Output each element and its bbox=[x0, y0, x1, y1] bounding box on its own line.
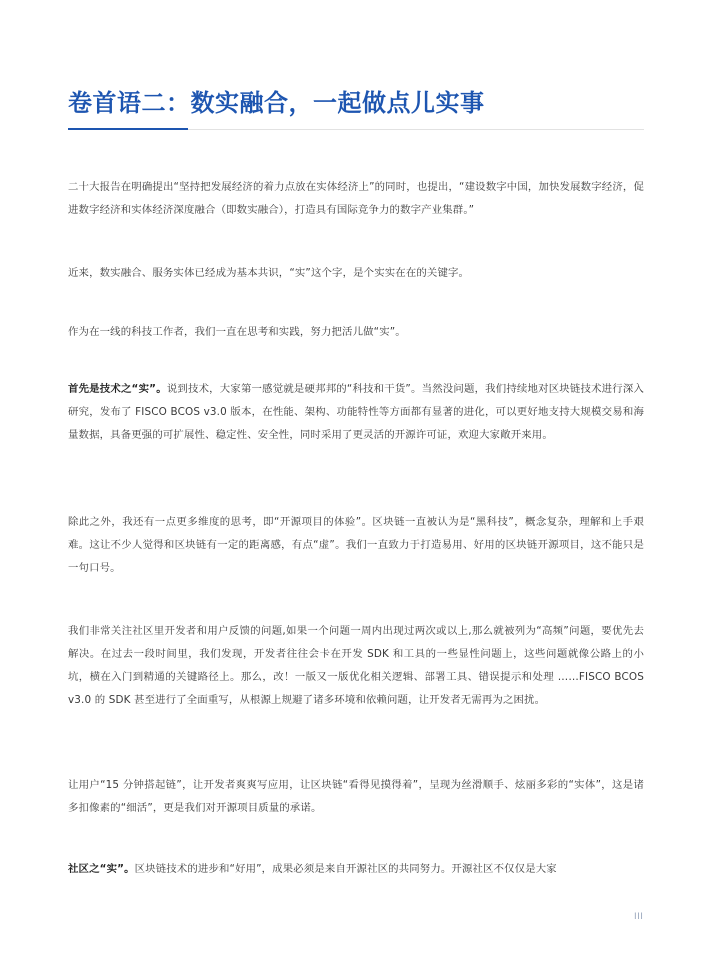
paragraph-1 bbox=[68, 176, 644, 222]
paragraph-6 bbox=[68, 620, 644, 712]
paragraph-text: 二十大报告在明确提出“坚持把发展经济的着力点放在实体经济上”的同时，也提出，“建设数字中国，加快发展数字经济，促进数字经济和实体经济深度融合（即数实融合），打造具有国际竞争力的数字产业集群。” bbox=[68, 181, 644, 216]
page-title: 卷首语二：数实融合，一起做点儿实事 bbox=[68, 89, 485, 117]
paragraph-text: 除此之外，我还有一点更多维度的思考，即“开源项目的体验”。区块链一直被认为是“黑科技”，概念复杂，理解和上手艰难。这让不少人觉得和区块链有一定的距离感，有点“虚”。我们一直致力于打造易用、好用的区块链开源项目，这不能只是一句口号。 bbox=[68, 516, 644, 574]
paragraph-2 bbox=[68, 262, 644, 285]
paragraph-text: 说到技术，大家第一感觉就是硬邦邦的“科技和干货”。当然没问题，我们持续地对区块链技术进行深入研究，发布了 FISCO BCOS v3.0 版本，在性能、架构、功能特性等方面都有显著的进化，可以更好地支持大规模交易和海量数据，具备更强的可扩展性、稳定性、安全性，同时采用了更灵活的开源许可证，欢迎大家敞开来用。 bbox=[68, 383, 644, 441]
paragraph-4 bbox=[68, 378, 644, 447]
paragraph-text: 近来，数实融合、服务实体已经成为基本共识，“实”这个字，是个实实在在的关键字。 bbox=[68, 267, 470, 279]
paragraph-text: 让用户“15 分钟搭起链”，让开发者爽爽写应用，让区块链“看得见摸得着”，呈现为丝滑顺手、炫丽多彩的“实体”，这是诸多扣像素的“细活”，更是我们对开源项目质量的承诺。 bbox=[68, 779, 644, 814]
paragraph-7 bbox=[68, 774, 644, 820]
paragraph-lead: 社区之“实”。 bbox=[68, 863, 135, 875]
paragraph-text: 我们非常关注社区里开发者和用户反馈的问题,如果一个问题一周内出现过两次或以上,那么就被列为“高频”问题，要优先去解决。在过去一段时间里，我们发现，开发者往往会卡在开发 SDK 和工具的一些显性问题上，这些问题就像公路上的小坑，横在入门到精通的关键路径上。那么，改！一版又一版优化相关逻辑、部署工具、错误提示和处理 ……FISCO BCOS v3.0 的 SDK 甚至进行了全面重写，从根源上规避了诸多环境和依赖问题，让开发者无需再为之困扰。 bbox=[68, 625, 644, 706]
page-number: III bbox=[634, 912, 644, 922]
title-divider-accent bbox=[68, 128, 188, 130]
paragraph-text: 区块链技术的进步和“好用”，成果必须是来自开源社区的共同努力。开源社区不仅仅是大家 bbox=[134, 863, 557, 875]
paragraph-3 bbox=[68, 321, 644, 344]
paragraph-8 bbox=[68, 858, 644, 881]
paragraph-5 bbox=[68, 511, 644, 580]
paragraph-lead: 首先是技术之“实”。 bbox=[68, 383, 167, 395]
paragraph-text: 作为在一线的科技工作者，我们一直在思考和实践，努力把活儿做“实”。 bbox=[68, 326, 406, 338]
